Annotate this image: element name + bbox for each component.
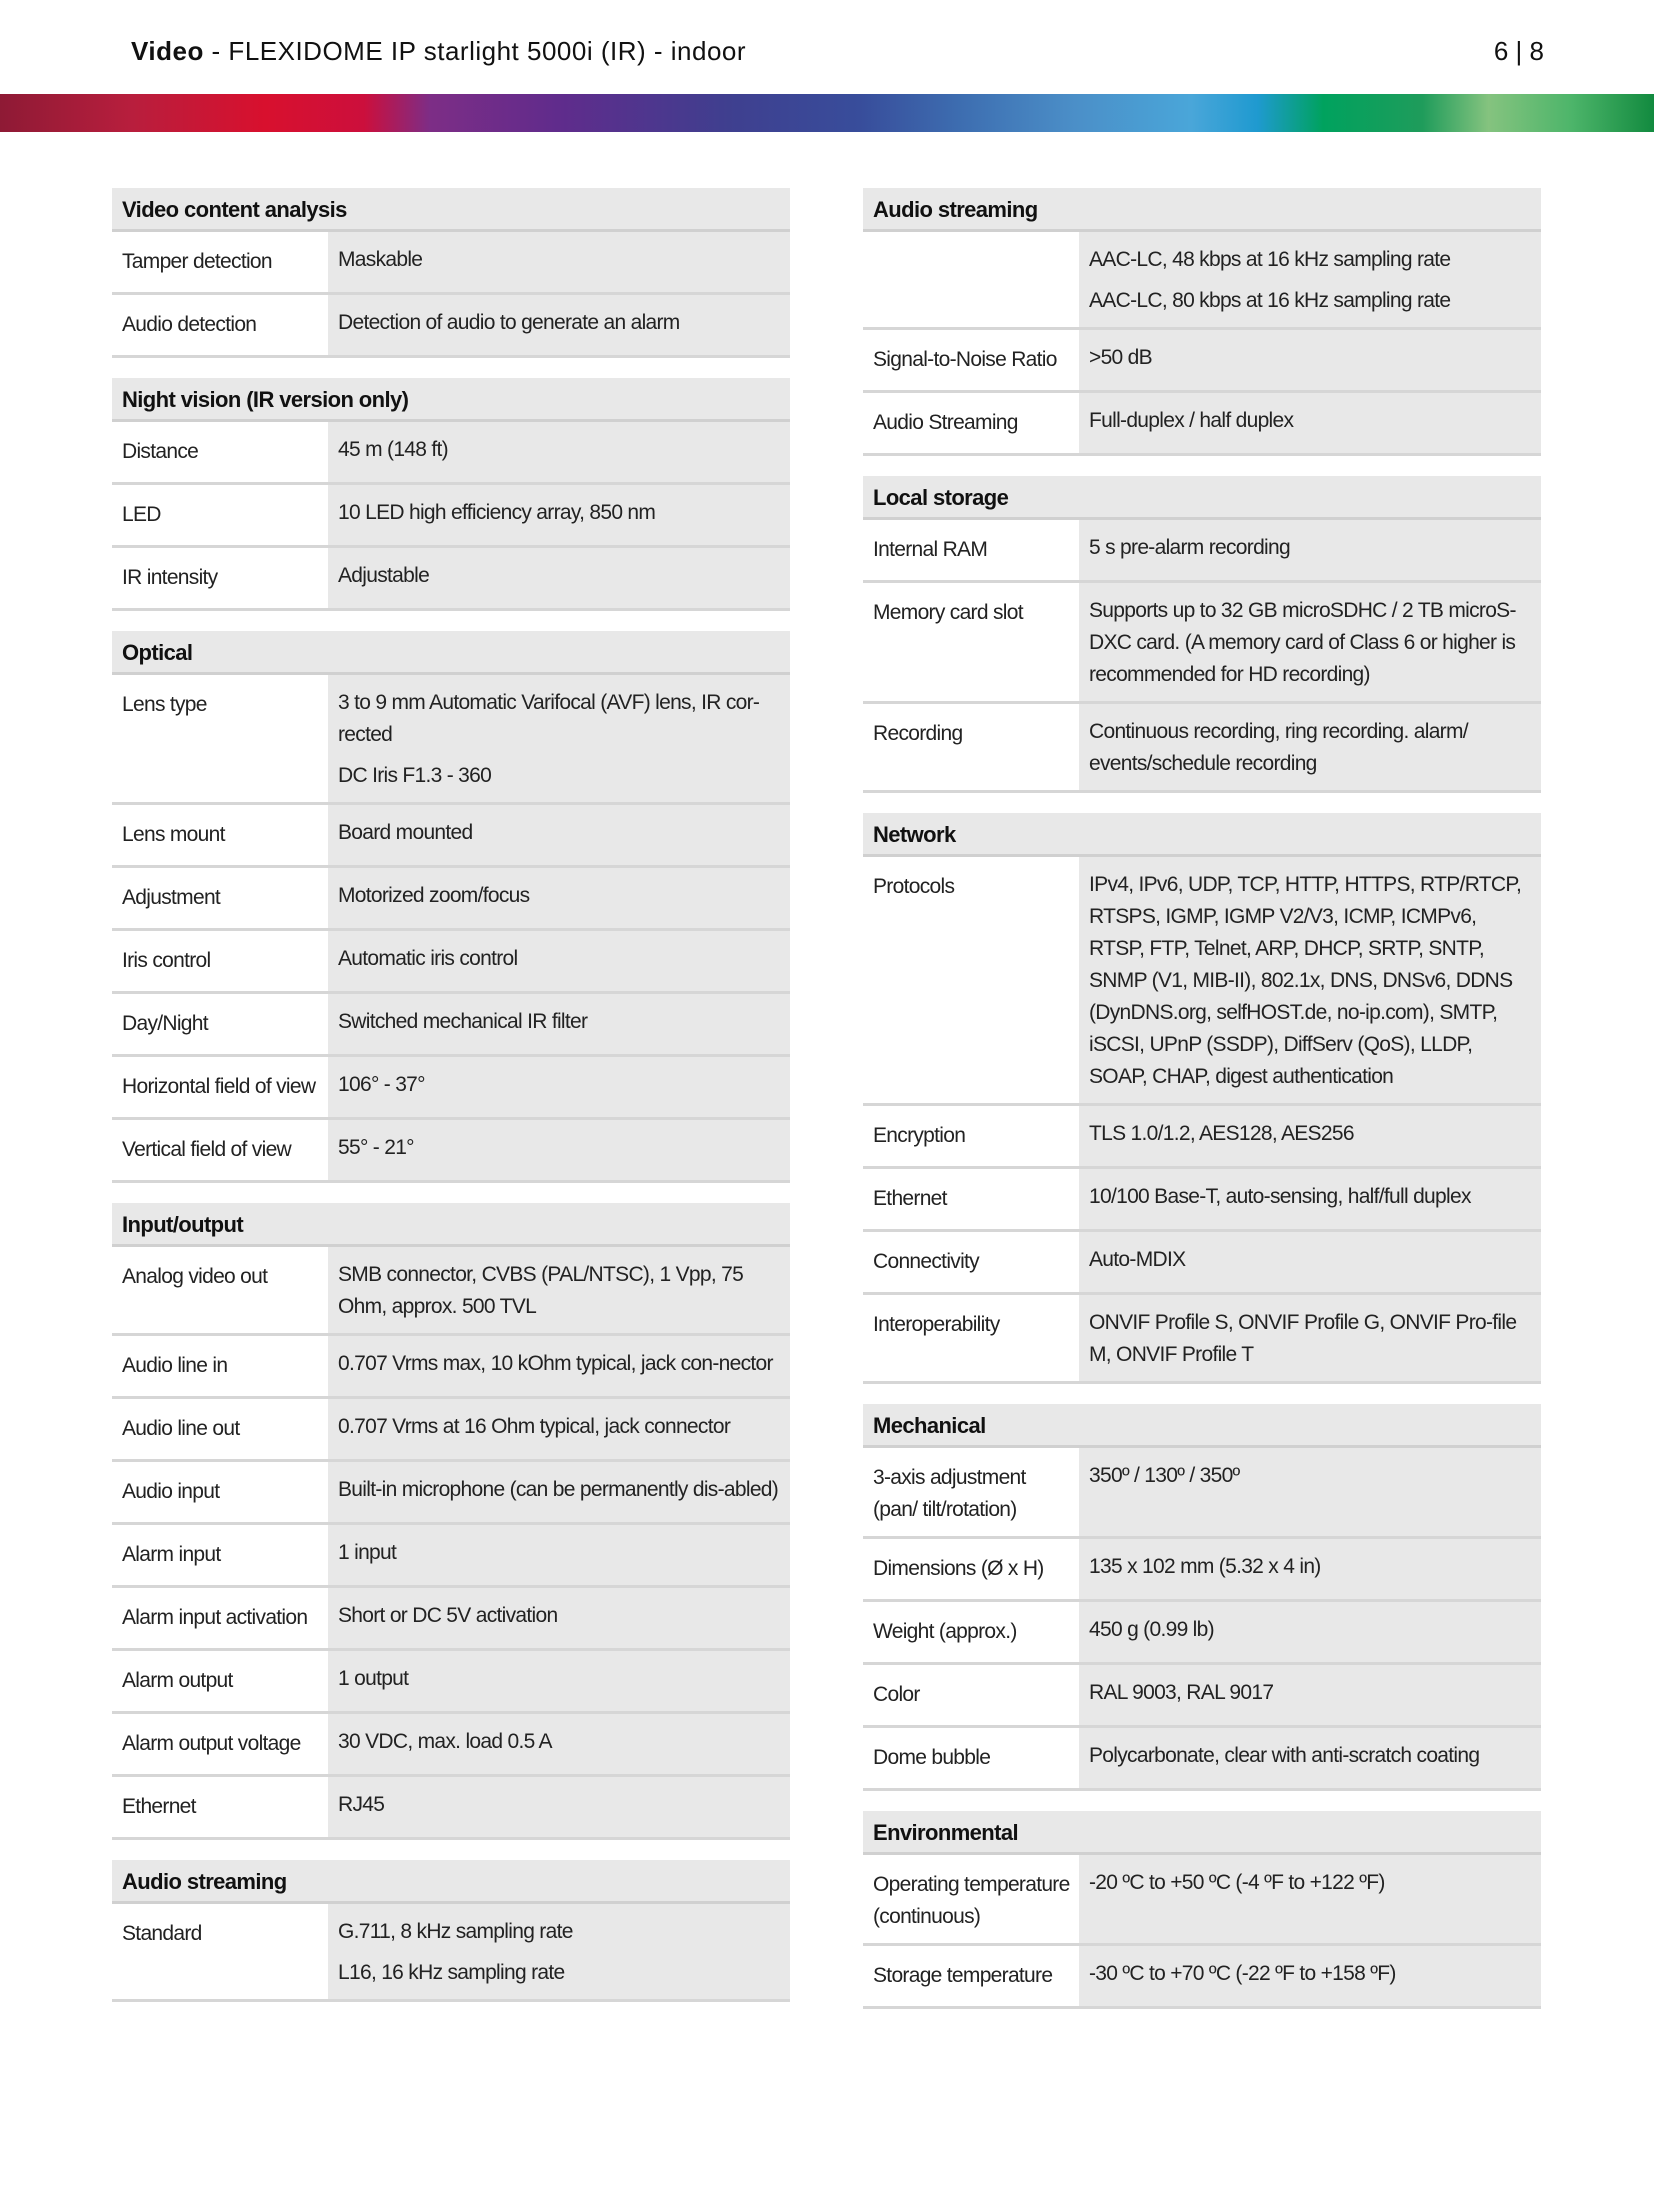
spec-value <box>1079 1169 1541 1229</box>
spec-row-distance <box>112 422 790 485</box>
spec-value <box>1079 704 1541 790</box>
section-heading: Mechanical <box>863 1404 1541 1448</box>
section-heading: Video content analysis <box>112 188 790 232</box>
spec-label: LED <box>122 503 161 526</box>
spec-section-audio-streaming <box>112 1860 790 2002</box>
spec-value-line: 1 input <box>338 1541 397 1564</box>
spec-row-iris-control <box>112 931 790 994</box>
spec-label: Tamper detection <box>122 250 272 273</box>
spec-value <box>1079 232 1541 327</box>
spec-value <box>328 1336 790 1396</box>
spec-row-audio-streaming <box>863 393 1541 456</box>
spec-value-line: SMB connector, CVBS (PAL/NTSC), 1 Vpp, 75 Ohm, approx. 500 TVL <box>338 1263 744 1318</box>
spec-row-protocols <box>863 857 1541 1106</box>
spec-label: Connectivity <box>873 1250 979 1273</box>
spec-value-line: 1 output <box>338 1667 409 1690</box>
spec-value-line: IPv4, IPv6, UDP, TCP, HTTP, HTTPS, RTP/RTCP, RTSPS, IGMP, IGMP V2/V3, ICMP, ICMPv6, RTSP, FTP, Telnet, ARP, DHCP, SRTP, SNTP, SNMP (V1, MIB-II), 802.1x, DNS, DNSv6, DDNS (DynDNS.org, selfHOST.de, no-ip.com), SMTP, iSCSI, UPnP (SSDP), DiffServ (QoS), LLDP, SOAP, CHAP, digest authentication <box>1089 873 1522 1088</box>
spec-row-alarm-input <box>112 1525 790 1588</box>
section-heading: Audio streaming <box>112 1860 790 1904</box>
spec-section-optical <box>112 631 790 1183</box>
spec-row-led <box>112 485 790 548</box>
spec-value <box>1079 1295 1541 1381</box>
spec-value <box>328 1399 790 1459</box>
spec-row-audio-detection <box>112 295 790 358</box>
spec-label: Lens mount <box>122 823 225 846</box>
spec-label: Alarm input activation <box>122 1606 308 1629</box>
spec-label: Internal RAM <box>873 538 988 561</box>
spec-row-memory-card-slot <box>863 583 1541 704</box>
section-heading: Network <box>863 813 1541 857</box>
spec-row-encryption <box>863 1106 1541 1169</box>
spec-label: Dome bubble <box>873 1746 991 1769</box>
spec-row-ethernet <box>863 1169 1541 1232</box>
section-heading: Environmental <box>863 1811 1541 1855</box>
spec-label: Audio detection <box>122 313 257 336</box>
spec-value <box>328 868 790 928</box>
spec-value-line: RAL 9003, RAL 9017 <box>1089 1681 1274 1704</box>
spec-row-storage-temperature <box>863 1946 1541 2009</box>
spec-value-line: Detection of audio to generate an alarm <box>338 311 680 334</box>
spec-value-line: 10 LED high efficiency array, 850 nm <box>338 501 656 524</box>
spec-value-line: 450 g (0.99 lb) <box>1089 1618 1214 1641</box>
spec-value <box>328 1714 790 1774</box>
document-title <box>131 36 746 67</box>
spec-value-line: 3 to 9 mm Automatic Varifocal (AVF) lens, IR cor-rected <box>338 691 760 746</box>
spec-label: Audio input <box>122 1480 220 1503</box>
spec-value-line: -20 ºC to +50 ºC (-4 ºF to +122 ºF) <box>1089 1871 1385 1894</box>
section-heading: Local storage <box>863 476 1541 520</box>
spec-row-dome-bubble <box>863 1728 1541 1791</box>
spec-value <box>1079 330 1541 390</box>
spec-label: Weight (approx.) <box>873 1620 1017 1643</box>
spec-section-network <box>863 813 1541 1384</box>
spec-label: Recording <box>873 722 963 745</box>
spec-row-standard <box>112 1904 790 2002</box>
spec-value <box>1079 1106 1541 1166</box>
spec-label: Audio Streaming <box>873 411 1018 434</box>
spec-value-line: Motorized zoom/focus <box>338 884 530 907</box>
spec-value <box>328 1904 790 1999</box>
spec-row-operating-temperature-continuous <box>863 1855 1541 1946</box>
spec-label: Color <box>873 1683 920 1706</box>
spec-value-line: 106° - 37° <box>338 1073 425 1096</box>
spec-row-tamper-detection <box>112 232 790 295</box>
spec-label: Memory card slot <box>873 601 1023 624</box>
spec-row-ir-intensity <box>112 548 790 611</box>
spec-label: Ethernet <box>873 1187 947 1210</box>
spec-value <box>1079 1448 1541 1536</box>
spec-label: 3-axis adjustment (pan/ tilt/rotation) <box>873 1466 1026 1521</box>
spec-value <box>1079 1232 1541 1292</box>
document-title-category: Video <box>131 36 204 66</box>
spec-value-line: -30 ºC to +70 ºC (-22 ºF to +158 ºF) <box>1089 1962 1396 1985</box>
spec-value-line: Short or DC 5V activation <box>338 1604 558 1627</box>
spec-value <box>328 422 790 482</box>
spec-row-blank <box>863 232 1541 330</box>
spec-row-recording <box>863 704 1541 793</box>
spec-value <box>1079 1539 1541 1599</box>
spec-label: Dimensions (Ø x H) <box>873 1557 1044 1580</box>
spec-value <box>328 994 790 1054</box>
spec-label: Alarm output voltage <box>122 1732 301 1755</box>
spec-value-line: G.711, 8 kHz sampling rate <box>338 1920 573 1943</box>
spec-label: Alarm output <box>122 1669 233 1692</box>
spec-value <box>1079 583 1541 701</box>
spec-value <box>328 1777 790 1837</box>
spec-value-line: DC Iris F1.3 - 360 <box>338 764 492 787</box>
spec-label: Analog video out <box>122 1265 268 1288</box>
spec-label: Alarm input <box>122 1543 221 1566</box>
spec-value <box>328 675 790 802</box>
spec-label: Adjustment <box>122 886 221 909</box>
spec-value <box>1079 1946 1541 2006</box>
spec-section-video-content-analysis <box>112 188 790 358</box>
spec-value <box>328 1247 790 1333</box>
spec-row-day-night <box>112 994 790 1057</box>
spec-label: Audio line in <box>122 1354 228 1377</box>
spec-value-line: 55° - 21° <box>338 1136 414 1159</box>
spec-value <box>1079 857 1541 1103</box>
spec-value <box>1079 1602 1541 1662</box>
spec-label: Interoperability <box>873 1313 1000 1336</box>
spec-value <box>328 548 790 608</box>
spec-value-line: 10/100 Base-T, auto-sensing, half/full duplex <box>1089 1185 1471 1208</box>
spec-row-audio-line-out <box>112 1399 790 1462</box>
spec-row-lens-type <box>112 675 790 805</box>
spec-value-line: 30 VDC, max. load 0.5 A <box>338 1730 552 1753</box>
spec-value <box>1079 1855 1541 1943</box>
spec-row-lens-mount <box>112 805 790 868</box>
spec-label <box>863 232 1079 327</box>
section-heading: Night vision (IR version only) <box>112 378 790 422</box>
spec-row-analog-video-out <box>112 1247 790 1336</box>
spec-row-ethernet <box>112 1777 790 1840</box>
spec-label: Vertical field of view <box>122 1138 292 1161</box>
spec-label: Signal-to-Noise Ratio <box>873 348 1057 371</box>
spec-label: Operating temperature (continuous) <box>873 1873 1070 1928</box>
spec-label: Ethernet <box>122 1795 196 1818</box>
spec-value <box>328 1651 790 1711</box>
spec-section-audio-streaming <box>863 188 1541 456</box>
document-title-product: - FLEXIDOME IP starlight 5000i (IR) - indoor <box>203 36 747 66</box>
spec-value <box>328 232 790 292</box>
page-header <box>0 0 1654 92</box>
spec-value-line: Supports up to 32 GB microSDHC / 2 TB microS-DXC card. (A memory card of Class 6 or higher is recommended for HD recording) <box>1089 599 1516 686</box>
spec-value-line: L16, 16 kHz sampling rate <box>338 1961 565 1984</box>
spec-row-3-axis-adjustment-pan-tilt-rotation <box>863 1448 1541 1539</box>
spec-value-line: Maskable <box>338 248 423 271</box>
spec-value <box>328 485 790 545</box>
spec-label: Standard <box>122 1922 202 1945</box>
spec-value-line: 0.707 Vrms max, 10 kOhm typical, jack con-nector <box>338 1352 773 1375</box>
spec-row-alarm-output-voltage <box>112 1714 790 1777</box>
spec-value-line: 0.707 Vrms at 16 Ohm typical, jack connector <box>338 1415 731 1438</box>
spec-row-adjustment <box>112 868 790 931</box>
spec-value-line: RJ45 <box>338 1793 385 1816</box>
spec-value <box>328 1588 790 1648</box>
spec-value-line: >50 dB <box>1089 346 1152 369</box>
spec-value-line: Switched mechanical IR filter <box>338 1010 588 1033</box>
page-number: 6 | 8 <box>1493 36 1544 66</box>
spec-row-audio-line-in <box>112 1336 790 1399</box>
spec-row-interoperability <box>863 1295 1541 1384</box>
spec-section-local-storage <box>863 476 1541 793</box>
spec-row-weight-approx <box>863 1602 1541 1665</box>
spec-row-color <box>863 1665 1541 1728</box>
spec-row-signal-to-noise-ratio <box>863 330 1541 393</box>
spec-value-line: 5 s pre-alarm recording <box>1089 536 1290 559</box>
spec-row-alarm-output <box>112 1651 790 1714</box>
spec-value-line: Board mounted <box>338 821 473 844</box>
spec-label: IR intensity <box>122 566 218 589</box>
spec-value-line: AAC-LC, 80 kbps at 16 kHz sampling rate <box>1089 289 1451 312</box>
spec-row-vertical-field-of-view <box>112 1120 790 1183</box>
spec-value <box>1079 1665 1541 1725</box>
spec-value-line: Full-duplex / half duplex <box>1089 409 1294 432</box>
spec-value <box>328 1057 790 1117</box>
spec-value-line: 45 m (148 ft) <box>338 438 448 461</box>
spec-value-line: 350º / 130º / 350º <box>1089 1464 1240 1487</box>
spec-value <box>328 1462 790 1522</box>
section-heading: Optical <box>112 631 790 675</box>
section-heading: Input/output <box>112 1203 790 1247</box>
spec-label: Audio line out <box>122 1417 240 1440</box>
spec-value <box>1079 393 1541 453</box>
spec-value-line: ONVIF Profile S, ONVIF Profile G, ONVIF Pro-file M, ONVIF Profile T <box>1089 1311 1517 1366</box>
spec-value <box>328 1525 790 1585</box>
spec-value <box>1079 520 1541 580</box>
spec-label: Storage temperature <box>873 1964 1053 1987</box>
spec-value <box>328 1120 790 1180</box>
spec-value-line: Automatic iris control <box>338 947 518 970</box>
spec-value <box>328 931 790 991</box>
spec-row-alarm-input-activation <box>112 1588 790 1651</box>
spec-row-horizontal-field-of-view <box>112 1057 790 1120</box>
left-spec-column <box>112 188 790 2022</box>
spec-label: Protocols <box>873 875 955 898</box>
spec-value-line: AAC-LC, 48 kbps at 16 kHz sampling rate <box>1089 248 1451 271</box>
spec-row-audio-input <box>112 1462 790 1525</box>
spec-value <box>328 805 790 865</box>
spec-section-environmental <box>863 1811 1541 2009</box>
spec-value-line: Continuous recording, ring recording. alarm/ events/schedule recording <box>1089 720 1468 775</box>
spec-value-line: Built-in microphone (can be permanently dis-abled) <box>338 1478 779 1501</box>
right-spec-column <box>863 188 1541 2029</box>
spec-label: Encryption <box>873 1124 966 1147</box>
spec-label: Lens type <box>122 693 207 716</box>
spec-label: Distance <box>122 440 199 463</box>
spec-label: Iris control <box>122 949 211 972</box>
spec-label: Horizontal field of view <box>122 1075 316 1098</box>
brand-color-bar <box>0 94 1654 132</box>
spec-row-dimensions-x-h <box>863 1539 1541 1602</box>
spec-value-line: Auto-MDIX <box>1089 1248 1186 1271</box>
spec-row-internal-ram <box>863 520 1541 583</box>
spec-value-line: Adjustable <box>338 564 430 587</box>
spec-value-line: Polycarbonate, clear with anti-scratch coating <box>1089 1744 1480 1767</box>
spec-value <box>1079 1728 1541 1788</box>
spec-value-line: TLS 1.0/1.2, AES128, AES256 <box>1089 1122 1354 1145</box>
spec-section-mechanical <box>863 1404 1541 1791</box>
spec-row-connectivity <box>863 1232 1541 1295</box>
section-heading: Audio streaming <box>863 188 1541 232</box>
spec-label: Day/Night <box>122 1012 208 1035</box>
spec-section-input-output <box>112 1203 790 1840</box>
spec-value-line: 135 x 102 mm (5.32 x 4 in) <box>1089 1555 1321 1578</box>
spec-section-night-vision-ir-version-only <box>112 378 790 611</box>
spec-value <box>328 295 790 355</box>
